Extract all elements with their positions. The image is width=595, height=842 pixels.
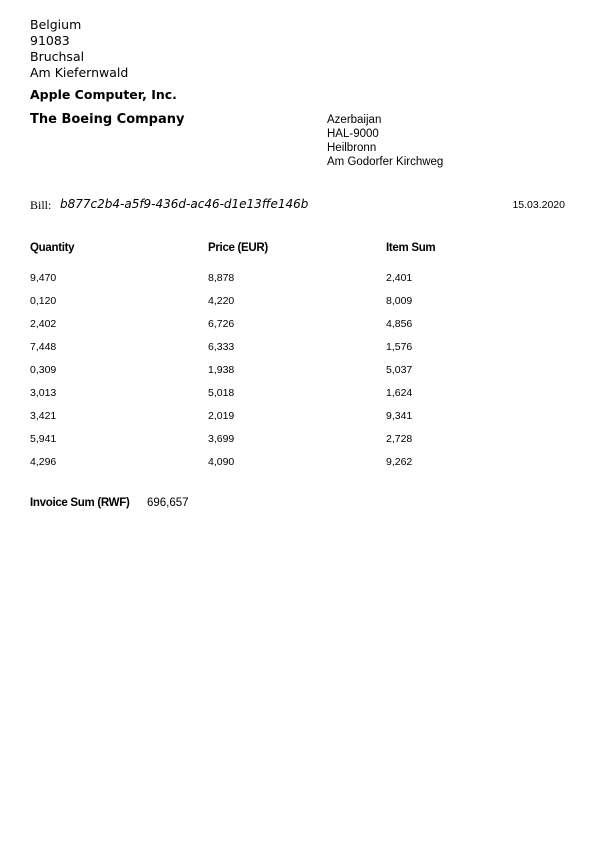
header-quantity: Quantity xyxy=(30,242,75,254)
price-cell: 1,938 xyxy=(208,364,235,376)
invoice-sum-value: 696,657 xyxy=(147,497,189,509)
price-cell: 3,699 xyxy=(208,433,235,445)
price-cell: 2,019 xyxy=(208,410,235,422)
recipient-postal-code: HAL-9000 xyxy=(327,128,379,140)
quantity-cell: 9,470 xyxy=(30,272,57,284)
quantity-cell: 5,941 xyxy=(30,433,57,445)
item-sum-cell: 1,624 xyxy=(386,387,413,399)
sender-postal-code: 91083 xyxy=(30,33,70,48)
quantity-cell: 3,421 xyxy=(30,410,57,422)
quantity-cell: 2,402 xyxy=(30,318,57,330)
header-item-sum: Item Sum xyxy=(386,242,436,254)
invoice-sum-label: Invoice Sum (RWF) xyxy=(30,497,130,509)
item-sum-cell: 4,856 xyxy=(386,318,413,330)
price-cell: 6,726 xyxy=(208,318,235,330)
header-price: Price (EUR) xyxy=(208,242,268,254)
item-sum-cell: 9,262 xyxy=(386,456,413,468)
sender-company: Apple Computer, Inc. xyxy=(30,87,177,102)
item-sum-cell: 1,576 xyxy=(386,341,413,353)
item-sum-cell: 9,341 xyxy=(386,410,413,422)
price-cell: 8,878 xyxy=(208,272,235,284)
item-sum-cell: 5,037 xyxy=(386,364,413,376)
item-sum-cell: 2,728 xyxy=(386,433,413,445)
recipient-country: Azerbaijan xyxy=(327,114,382,126)
quantity-cell: 0,309 xyxy=(30,364,57,376)
sender-country: Belgium xyxy=(30,17,82,32)
quantity-cell: 0,120 xyxy=(30,295,57,307)
bill-date: 15.03.2020 xyxy=(512,199,565,211)
price-cell: 6,333 xyxy=(208,341,235,353)
quantity-cell: 3,013 xyxy=(30,387,57,399)
recipient-company: The Boeing Company xyxy=(30,112,185,127)
quantity-cell: 7,448 xyxy=(30,341,57,353)
quantity-cell: 4,296 xyxy=(30,456,57,468)
sender-street: Am Kiefernwald xyxy=(30,65,129,80)
sender-city: Bruchsal xyxy=(30,49,85,64)
bill-id: b877c2b4-a5f9-436d-ac46-d1e13ffe146b xyxy=(60,197,309,211)
price-cell: 5,018 xyxy=(208,387,235,399)
item-sum-cell: 2,401 xyxy=(386,272,413,284)
recipient-city: Heilbronn xyxy=(327,142,377,154)
price-cell: 4,090 xyxy=(208,456,235,468)
price-cell: 4,220 xyxy=(208,295,235,307)
item-sum-cell: 8,009 xyxy=(386,295,413,307)
bill-label: Bill: xyxy=(30,198,52,212)
recipient-street: Am Godorfer Kirchweg xyxy=(327,156,444,168)
